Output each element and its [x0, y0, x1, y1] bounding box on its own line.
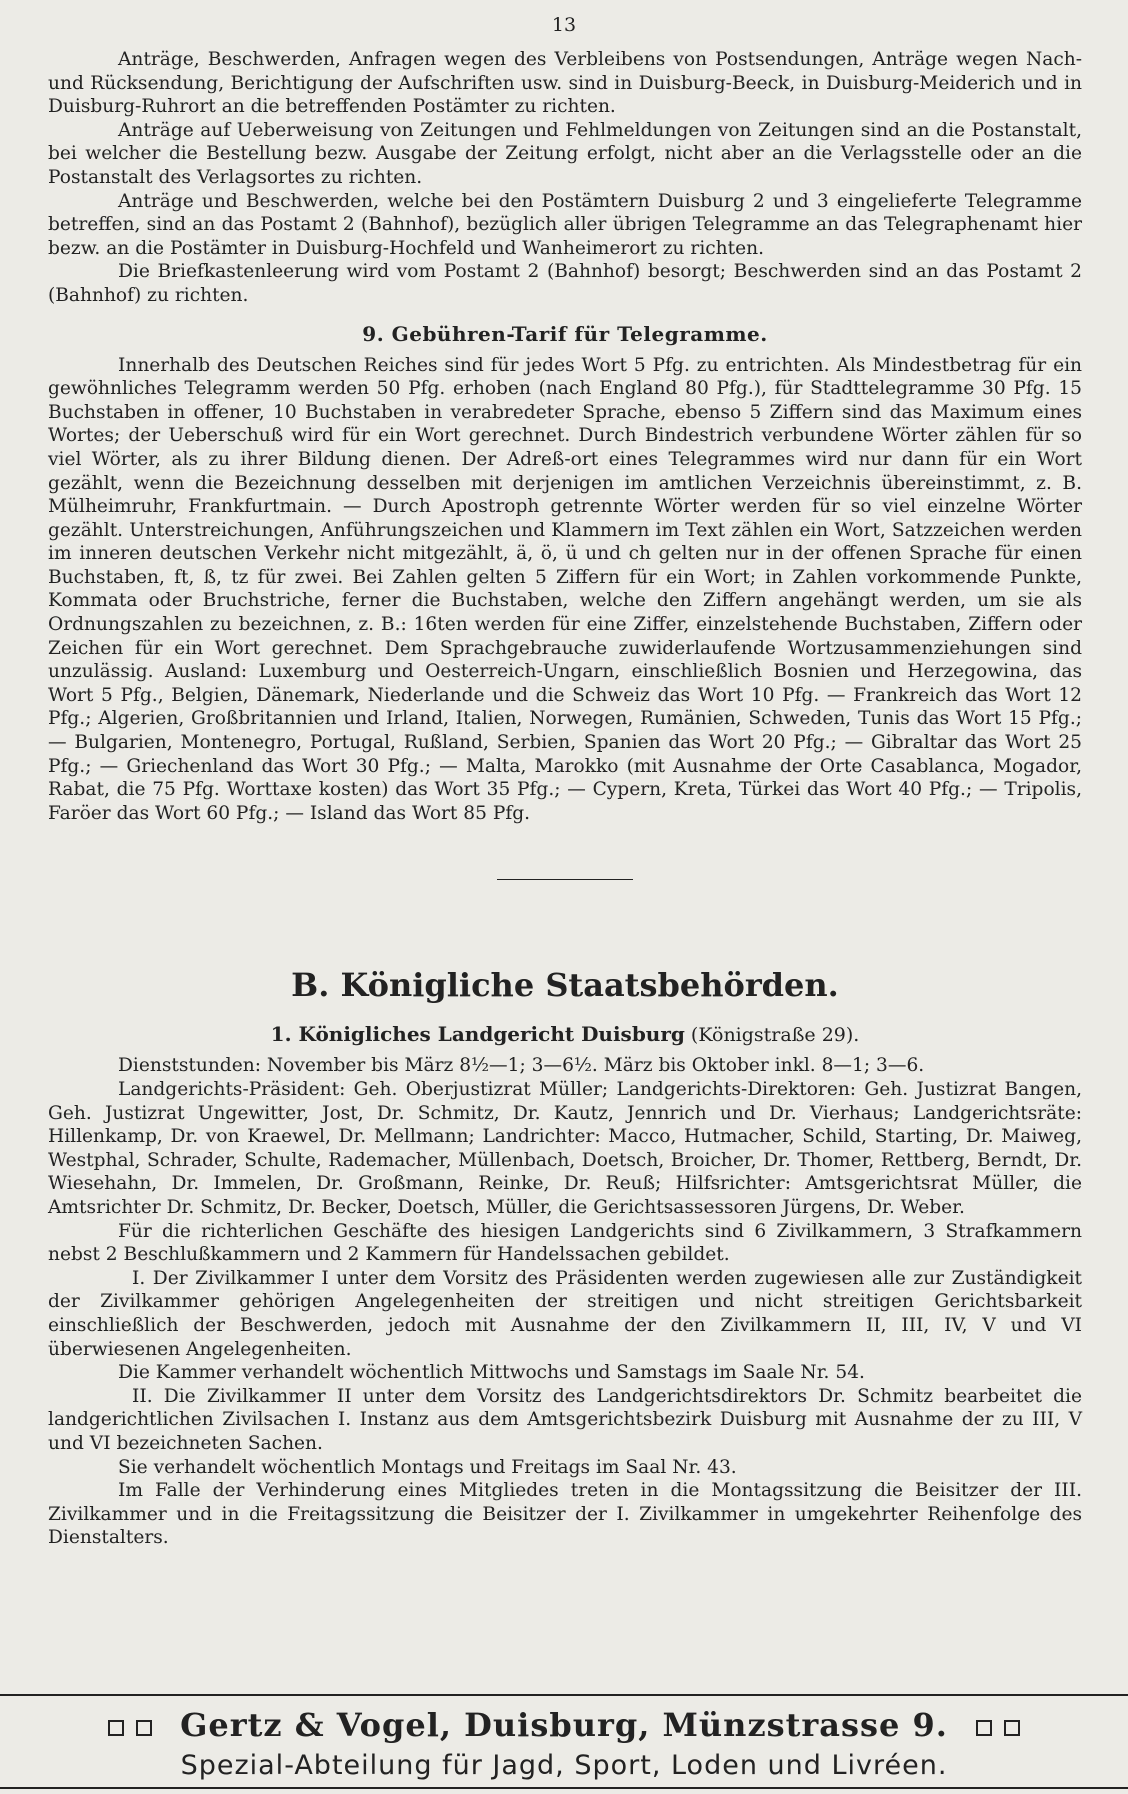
- square-ornament-icon: [970, 1706, 1026, 1744]
- landgericht-paragraph: Die Kammer verhandelt wöchentlich Mittwochs und Samstags im Saale Nr. 54.: [118, 1362, 865, 1384]
- landgericht-paragraph: I. Der Zivilkammer I unter dem Vorsitz des Präsidenten werden zugewiesen alle zur Zuständigkeit der Zivilkammer gehörigen Angelegenheiten der streitigen und nicht streitigen Gerichtsbarkeit einschließlich der Beschwerden, jedoch mit Ausnahme der den Zivilkammern II, III, IV, V und VI überwiesenen Angelegenheiten.: [48, 1267, 1082, 1360]
- landgericht-paragraph: Dienststunden: November bis März 8½—1; 3—6½. März bis Oktober inkl. 8—1; 3—6.: [118, 1055, 925, 1077]
- postal-paragraph: Anträge auf Ueberweisung von Zeitungen und Fehlmeldungen von Zeitungen sind an die Postanstalt, bei welcher die Bestellung bezw. Ausgabe der Zeitung erfolgt, nicht aber an die Verlagsstelle oder an die Postanstalt des Verlagsortes zu richten.: [48, 119, 1082, 188]
- square-ornament-icon: [102, 1706, 158, 1744]
- postal-paragraph: Anträge und Beschwerden, welche bei den Postämtern Duisburg 2 und 3 eingelieferte Telegramme betreffen, sind an das Postamt 2 (Bahnhof), bezüglich aller übrigen Telegramme an das Telegraphenamt hier bezw. an die Postämter in Duisburg-Hochfeld und Wanheimerort zu richten.: [48, 190, 1082, 259]
- page-number: 13: [551, 14, 577, 36]
- advertisement-footer: [0, 1694, 1128, 1789]
- section-divider: [497, 879, 633, 880]
- postal-paragraph: Die Briefkastenleerung wird vom Postamt 2 (Bahnhof) besorgt; Beschwerden sind an das Postamt 2 (Bahnhof) zu richten.: [48, 261, 1082, 306]
- landgericht-address: (Königstraße 29).: [684, 1024, 860, 1047]
- section-9-text: Innerhalb des Deutschen Reiches sind für jedes Wort 5 Pfg. zu entrichten. Als Mindestbetrag für ein gewöhnliches Telegramm werden 50 Pfg. erhoben (nach England 80 Pfg.), für Stadttelegramme 30 Pfg. 15 Buchstaben in offener, 10 Buchstaben in verabredeter Sprache, ebenso 5 Ziffern sind das Maximum eines Wortes; der Ueberschuß wird für ein Wort gerechnet. Durch Bindestrich verbundene Wörter zählen für so viel Wörter, als zu ihrer Bildung dienen. Der Adreß-ort eines Telegrammes wird nur dann für ein Wort gezählt, wenn die Bezeichnung desselben mit derjenigen im amtlichen Verzeichnis übereinstimmt, z. B. Mülheimruhr, Frankfurtmain. — Durch Apostroph getrennte Wörter werden für so viel einzelne Wörter gezählt. Unterstreichungen, Anführungszeichen und Klammern im Text zählen ein Wort, Satzzeichen werden im inneren deutschen Verkehr nicht mitgezählt, ä, ö, ü und ch gelten nur in der offenen Sprache für einen Buchstaben, ft, ß, tz für zwei. Bei Zahlen gelten 5 Ziffern für ein Wort; in Zahlen vorkommende Punkte, Kommata oder Bruchstriche, ferner die Buchstaben, welche den Ziffern angehängt werden, um sie als Ordnungszahlen zu bezeichnen, z. B.: 16ten werden für eine Ziffer, einzelstehende Buchstaben, Ziffern oder Zeichen für ein Wort gerechnet. Dem Sprachgebrauche zuwiderlaufende Wortzusammenziehungen sind unzulässig. Ausland: Luxemburg und Oesterreich-Ungarn, einschließlich Bosnien und Herzegowina, das Wort 5 Pfg., Belgien, Dänemark, Niederlande und die Schweiz das Wort 10 Pfg. — Frankreich das Wort 12 Pfg.; Algerien, Großbritannien und Irland, Italien, Norwegen, Rumänien, Schweden, Tunis das Wort 15 Pfg.; — Bulgarien, Montenegro, Portugal, Rußland, Serbien, Spanien das Wort 20 Pfg.; — Gibraltar das Wort 25 Pfg.; — Griechenland das Wort 30 Pfg.; — Malta, Marokko (mit Ausnahme der Orte Casablanca, Mogador, Rabat, die 75 Pfg. Worttaxe kosten) das Wort 35 Pfg.; — Cypern, Kreta, Türkei das Wort 40 Pfg.; — Tripolis, Faröer das Wort 60 Pfg.; — Island das Wort 85 Pfg.: [48, 354, 1082, 824]
- advertisement-line-1: [0, 1706, 1128, 1744]
- page-body: [48, 48, 1082, 1550]
- landgericht-title: 1. Königliches Landgericht Duisburg: [270, 1022, 685, 1047]
- landgericht-paragraph: Im Falle der Verhinderung eines Mitgliedes treten in die Montagssitzung die Beisitzer der III. Zivilkammer und in die Freitagssitzung die Beisitzer der I. Zivilkammer in umgekehrter Reihenfolge des Dienstalters.: [48, 1480, 1082, 1549]
- advertisement-line-2: Spezial-Abteilung für Jagd, Sport, Loden und Livréen.: [180, 1750, 948, 1781]
- section-b-heading: B. Königliche Staatsbehörden.: [291, 966, 839, 1005]
- landgericht-heading: [48, 1022, 1082, 1046]
- landgericht-paragraph: Für die richterlichen Geschäfte des hiesigen Landgerichts sind 6 Zivilkammern, 3 Strafkammern nebst 2 Beschlußkammern und 2 Kammern für Handelssachen gebildet.: [48, 1220, 1082, 1266]
- postal-paragraphs: [48, 48, 1082, 308]
- landgericht-paragraph: Landgerichts-Präsident: Geh. Oberjustizrat Müller; Landgerichts-Direktoren: Geh. Justizrat Bangen, Geh. Justizrat Ungewitter, Jost, Dr. Schmitz, Dr. Kautz, Jennrich und Dr. Vierhaus; Landgerichtsräte: Hillenkamp, Dr. von Kraewel, Dr. Mellmann; Landrichter: Macco, Hutmacher, Schild, Starting, Dr. Maiweg, Westphal, Schrader, Schulte, Rademacher, Müllenbach, Doetsch, Broicher, Dr. Thomer, Rettberg, Berndt, Dr. Wiesehahn, Dr. Immelen, Dr. Großmann, Reinke, Dr. Reuß; Hilfsrichter: Amtsgerichtsrat Müller, die Amtsrichter Dr. Schmitz, Dr. Becker, Doetsch, Müller, die Gerichtsassessoren Jürgens, Dr. Weber.: [48, 1079, 1082, 1218]
- landgericht-paragraph: II. Die Zivilkammer II unter dem Vorsitz des Landgerichtsdirektors Dr. Schmitz bearbeitet die landgerichtlichen Zivilsachen I. Instanz aus dem Amtsgerichtsbezirk Duisburg mit Ausnahme der zu III, V und VI bezeichneten Sachen.: [48, 1385, 1082, 1454]
- landgericht-paragraph: Sie verhandelt wöchentlich Montags und Freitags im Saal Nr. 43.: [118, 1456, 737, 1478]
- section-9-heading: 9. Gebühren-Tarif für Telegramme.: [362, 321, 768, 346]
- advertisement-company: Gertz & Vogel, Duisburg, Münzstrasse 9.: [180, 1706, 948, 1744]
- postal-paragraph: Anträge, Beschwerden, Anfragen wegen des Verbleibens von Postsendungen, Anträge wegen Nach- und Rücksendung, Berichtigung der Aufschriften usw. sind in Duisburg-Beeck, in Duisburg-Meiderich und in Duisburg-Ruhrort an die betreffenden Postämter zu richten.: [48, 49, 1082, 118]
- landgericht-paragraphs: [48, 1054, 1082, 1549]
